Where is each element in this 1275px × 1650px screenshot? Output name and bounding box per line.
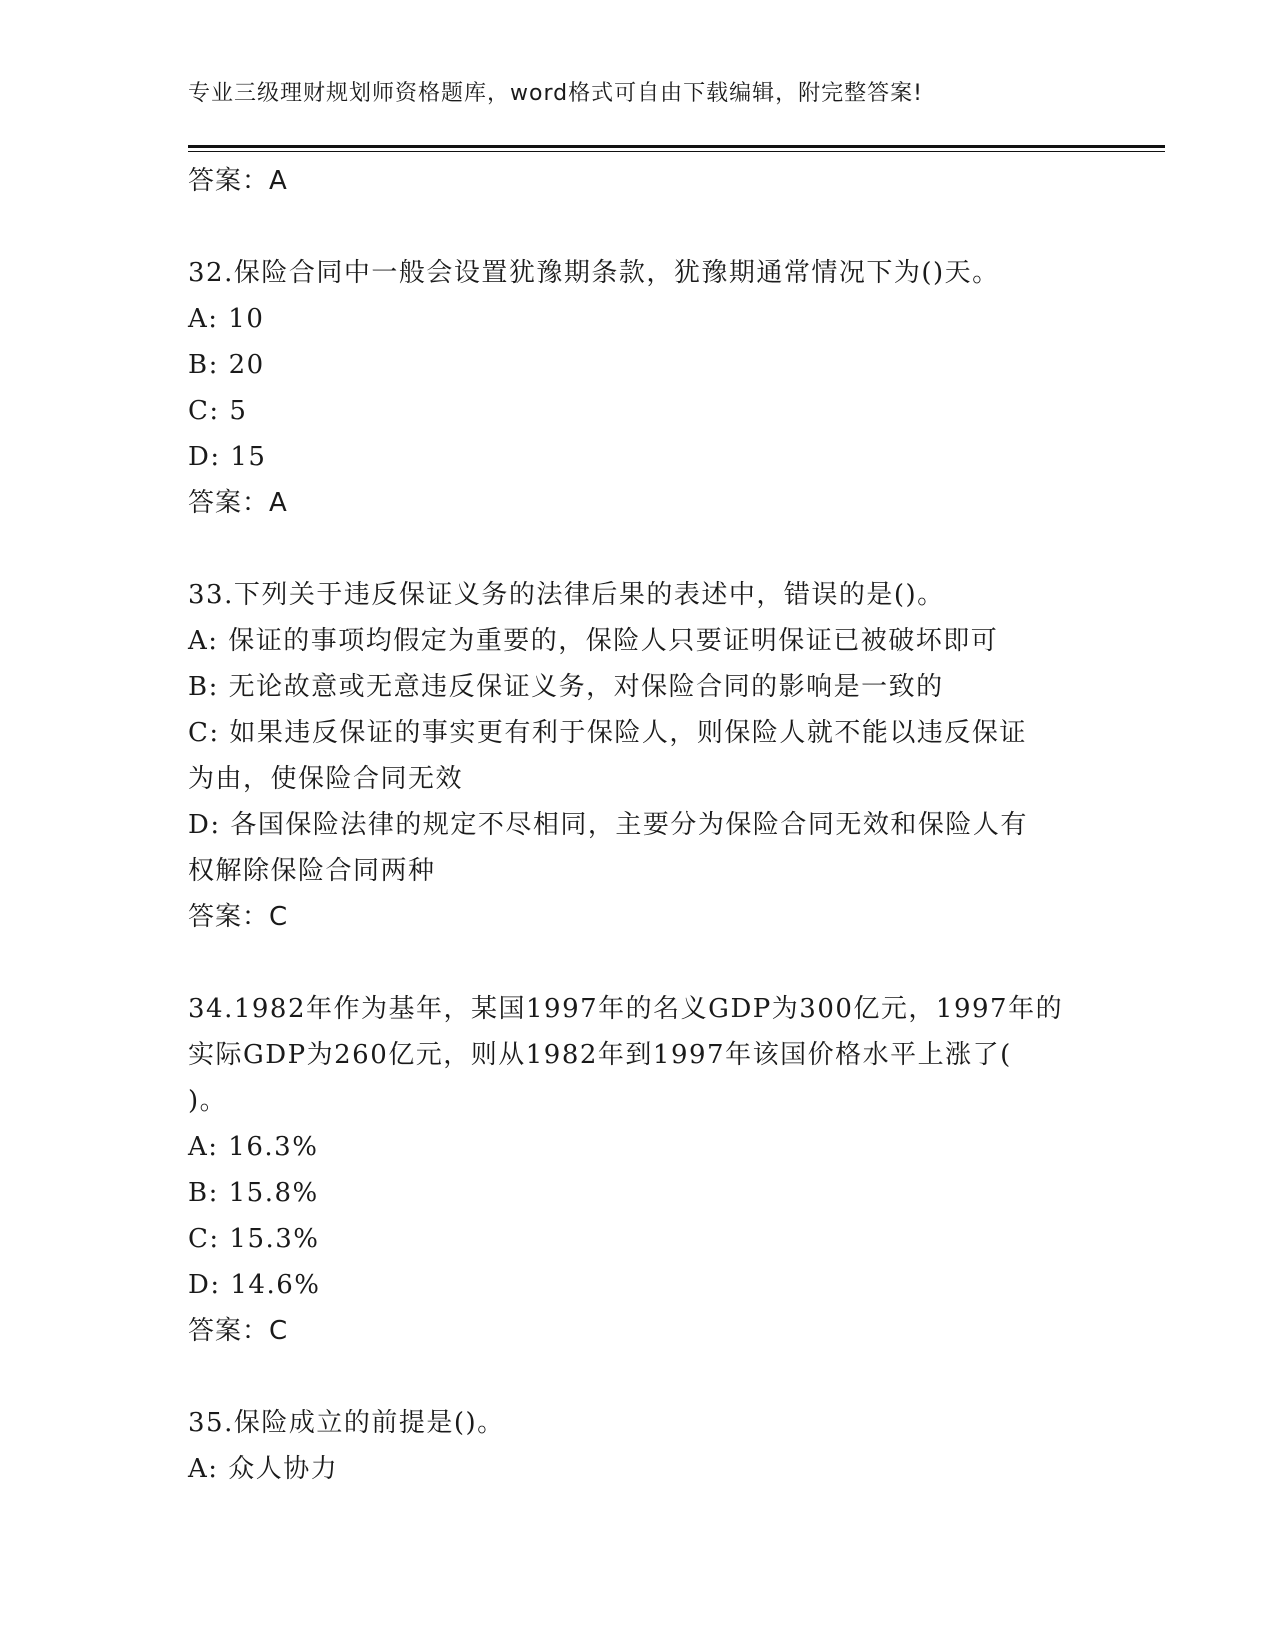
option-b: B: 20 [188,350,265,380]
option-d: D: 14.6% [188,1270,321,1300]
answer-line: 答案：A [188,166,288,196]
question-block [188,572,1088,940]
option-c: C: 如果违反保证的事实更有利于保险人，则保险人就不能以违反保证 [188,718,1027,748]
header-rule-thick [188,145,1165,148]
header-rule-thin [188,151,1165,152]
page-header: 专业三级理财规划师资格题库，word格式可自由下载编辑，附完整答案! [188,81,923,106]
option-b: B: 无论故意或无意违反保证义务，对保险合同的影响是一致的 [188,672,944,702]
question-block [188,986,1088,1354]
option-a: A: 16.3% [188,1132,319,1162]
question-text: 33.下列关于违反保证义务的法律后果的表述中，错误的是()。 [188,580,945,610]
question-block [188,250,1088,526]
option-a: A: 保证的事项均假定为重要的，保险人只要证明保证已被破坏即可 [188,626,999,656]
question-content [188,158,1088,1492]
option-a: A: 10 [188,304,265,334]
spacer [188,1354,1088,1400]
question-text-continued: )。 [188,1086,228,1116]
question-text: 35.保险成立的前提是()。 [188,1408,505,1438]
question-text: 32.保险合同中一般会设置犹豫期条款，犹豫期通常情况下为()天。 [188,258,1000,288]
question-block [188,1400,1088,1492]
spacer [188,526,1088,572]
option-c: C: 15.3% [188,1224,320,1254]
option-a: A: 众人协力 [188,1454,339,1484]
question-text-continued: 实际GDP为260亿元，则从1982年到1997年该国价格水平上涨了( [188,1040,1012,1070]
answer-line: 答案：A [188,488,288,518]
option-c: C: 5 [188,396,248,426]
spacer [188,940,1088,986]
option-b: B: 15.8% [188,1178,319,1208]
option-d: D: 15 [188,442,267,472]
option-d-continued: 权解除保险合同两种 [188,856,436,886]
option-c-continued: 为由，使保险合同无效 [188,764,464,794]
option-d: D: 各国保险法律的规定不尽相同，主要分为保险合同无效和保险人有 [188,810,1028,840]
question-text: 34.1982年作为基年，某国1997年的名义GDP为300亿元，1997年的 [188,994,1064,1024]
answer-line: 答案：C [188,902,289,932]
answer-line: 答案：C [188,1316,289,1346]
spacer [188,204,1088,250]
